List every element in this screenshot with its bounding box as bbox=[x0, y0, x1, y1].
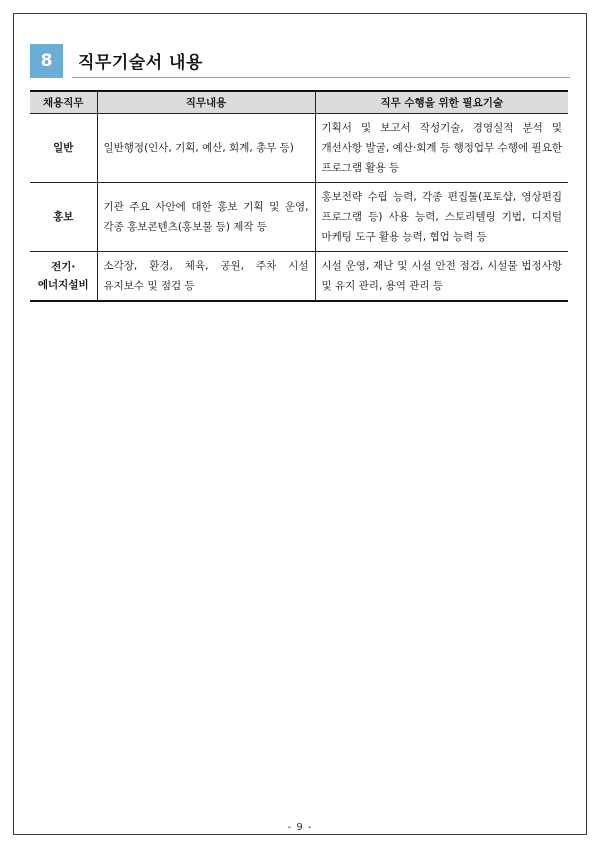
section-title: 직무기술서 내용 bbox=[78, 53, 203, 73]
section-underline bbox=[72, 77, 570, 78]
skills-cell: 기획서 및 보고서 작성기술, 경영실적 분석 및 개선사항 발굴, 예산·회계 등 행정업무 수행에 필요한 프로그램 활용 등 bbox=[315, 114, 568, 183]
duties-cell: 일반행정(인사, 기획, 예산, 회계, 총무 등) bbox=[97, 114, 315, 183]
table-row bbox=[30, 114, 568, 183]
table-header-row bbox=[30, 91, 568, 114]
job-name: 홍보 bbox=[53, 211, 74, 223]
table-row bbox=[30, 183, 568, 252]
job-name: 일반 bbox=[53, 142, 74, 154]
job-name-cell bbox=[30, 252, 97, 302]
header-duties: 직무내용 bbox=[97, 91, 315, 114]
section-number-badge: 8 bbox=[30, 44, 63, 78]
duties-cell: 기관 주요 사안에 대한 홍보 기획 및 운영, 각종 홍보콘텐츠(홍보물 등) 제작 등 bbox=[97, 183, 315, 252]
job-name-line1: 전기· bbox=[51, 261, 76, 273]
job-name-cell bbox=[30, 114, 97, 183]
duties-cell: 소각장, 환경, 체육, 공원, 주차 시설 유지보수 및 점검 등 bbox=[97, 252, 315, 302]
skills-cell: 홍보전략 수립 능력, 각종 편집툴(포토샵, 영상편집 프로그램 등) 사용 능력, 스토리텔링 기법, 디지털 마케팅 도구 활용 능력, 협업 능력 등 bbox=[315, 183, 568, 252]
job-name-cell bbox=[30, 183, 97, 252]
job-description-table bbox=[30, 90, 568, 302]
job-name-line2: 에너지설비 bbox=[37, 279, 89, 291]
table-row bbox=[30, 252, 568, 302]
section-header bbox=[30, 44, 570, 79]
page-number: - 9 - bbox=[287, 822, 313, 833]
header-skills: 직무 수행을 위한 필요기술 bbox=[315, 91, 568, 114]
header-job: 채용직무 bbox=[30, 91, 97, 114]
skills-cell: 시설 운영, 재난 및 시설 안전 점검, 시설물 법정사항 및 유지 관리, 용역 관리 등 bbox=[315, 252, 568, 302]
